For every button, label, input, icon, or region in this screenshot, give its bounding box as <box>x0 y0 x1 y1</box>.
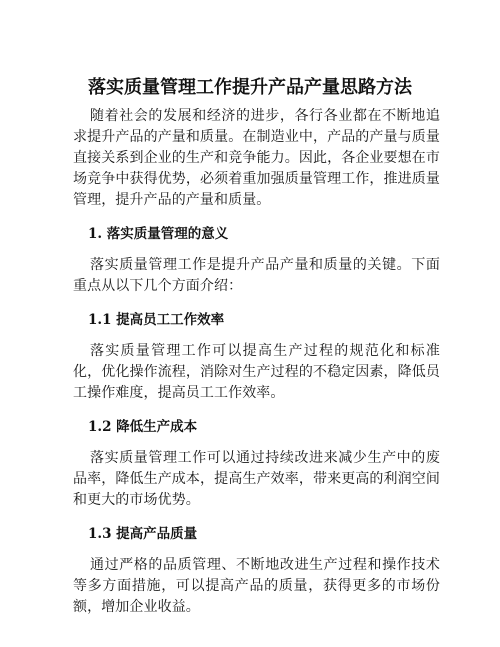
section-body-1-1: 落实质量管理工作可以提高生产过程的规范化和标准化，优化操作流程，消除对生产过程的不稳定因素，降低员工操作难度，提高员工工作效率。 <box>73 343 440 401</box>
intro-paragraph: 随着社会的发展和经济的进步，各行各业都在不断地追求提升产品的产量和质量。在制造业中，产品的产量与质量直接关系到企业的生产和竞争能力。因此，各企业要想在市场竞争中获得优势，必须着重加强质量管理工作，推进质量管理，提升产品的产量和质量。 <box>73 108 440 208</box>
section-heading-1: 1. 落实质量管理的意义 <box>88 226 229 242</box>
section-body-1-2: 落实质量管理工作可以通过持续改进来减少生产中的废品率，降低生产成本，提高生产效率，带来更高的利润空间和更大的市场优势。 <box>73 450 440 508</box>
document-body <box>73 106 440 618</box>
section-heading-1-1: 1.1 提高员工工作效率 <box>88 312 225 328</box>
section-body-1: 落实质量管理工作是提升产品产量和质量的关键。下面重点从以下几个方面介绍： <box>73 257 440 294</box>
document-title: 落实质量管理工作提升产品产量思路方法 <box>88 77 412 98</box>
section-heading-1-2: 1.2 降低生产成本 <box>88 419 198 435</box>
section-heading-1-3: 1.3 提高产品质量 <box>88 526 198 542</box>
section-body-1-3: 通过严格的品质管理、不断地改进生产过程和操作技术等多方面措施，可以提高产品的质量，获得更多的市场份额，增加企业收益。 <box>73 557 440 615</box>
